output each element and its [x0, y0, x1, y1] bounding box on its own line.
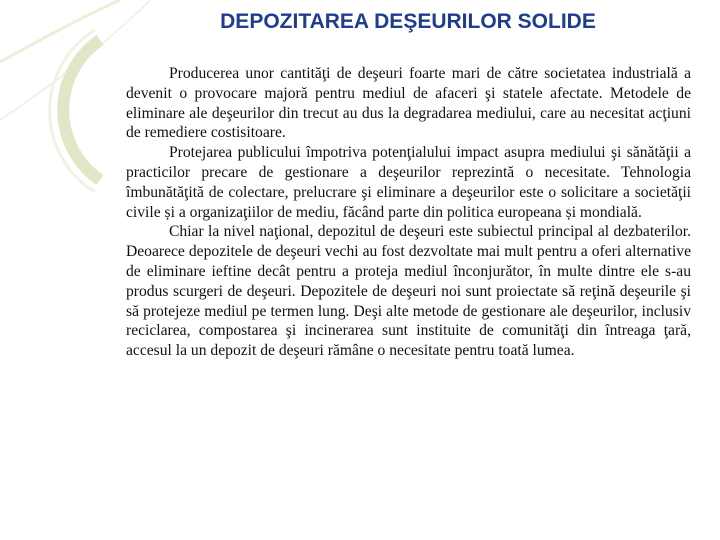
slide-title: DEPOZITAREA DEŞEURILOR SOLIDE [220, 10, 596, 33]
decorative-arc-thin [50, 30, 95, 192]
decorative-arc [63, 40, 100, 180]
paragraph-public-protection: Protejarea publicului împotriva potenţialului impact asupra mediului şi sănătăţii a practicilor precare de gestionare a deşeurilor reprezintă o necesitate. Tehnologia îmbunătăţită de colectare, prelucrare şi eliminare a deşeurilor este o solicitare a societăţii civile și a organizaţiilor de mediu, făcând parte din politica europeana și mondială. [126, 144, 691, 221]
paragraph-national-landfill: Chiar la nivel naţional, depozitul de deşeuri este subiectul principal al dezbaterilor. Deoarece depozitele de deşeuri vechi au fost dezvoltate mai mult pentru a oferi alternative de eliminare ieftine decât pentru a proteja mediul înconjurător, în multe dintre ele s-au produs scurgeri de deşeuri. Depozitele de deşeuri noi sunt proiectate să reţină deşeurile şi să protejeze mediul pe termen lung. Deşi alte metode de gestionare ale deşeurilor, inclusiv reciclarea, compostarea şi incinerarea sunt instituite de comunităţi din întreaga ţară, accesul la un depozit de deşeuri rămâne o necesitate pentru toată lumea. [126, 223, 691, 360]
paragraph-waste-production: Producerea unor cantităţi de deşeuri foarte mari de către societatea industrială a devenit o provocare majoră pentru mediul de afaceri şi statele afectate. Metodele de eliminare ale deşeurilor din trecut au dus la degradarea mediului, care au necesitat acţiuni de remediere costisitoare. [126, 65, 691, 142]
slide-body [126, 64, 691, 361]
